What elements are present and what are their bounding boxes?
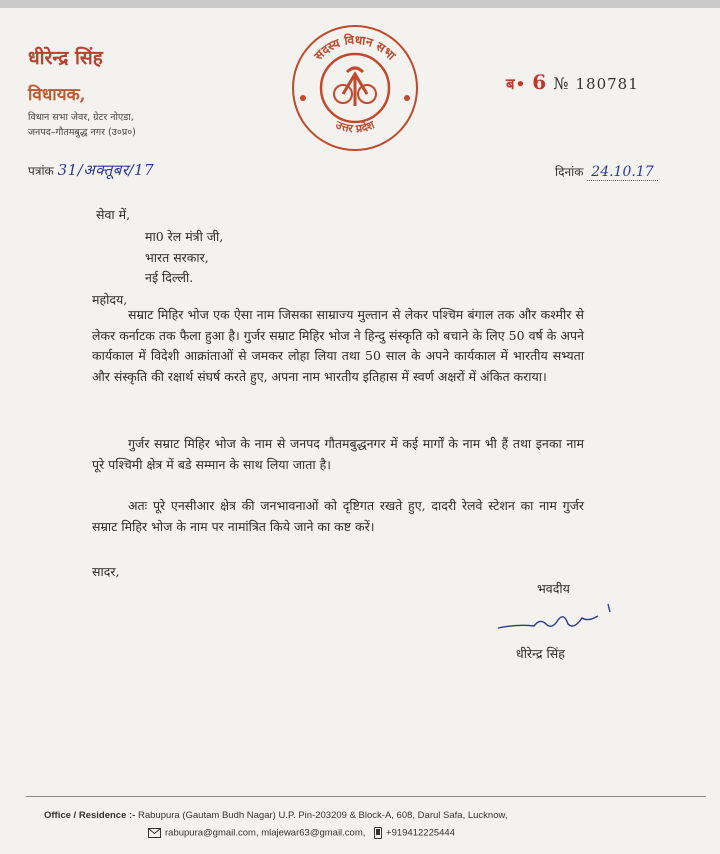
greeting: महोदय,: [92, 292, 128, 307]
body-paragraph-2: गुर्जर सम्राट मिहिर भोज के नाम से जनपद गौतमबुद्धनगर में कई मार्गों के नाम भी हैं तथा इनका नाम पूरे पश्चिमी क्षेत्र में बडे सम्मान के साथ लिया जाता है।: [92, 436, 584, 472]
serial-no-label: №: [553, 74, 570, 93]
footer-emails: rabupura@gmail.com, mlajewar63@gmail.com,: [165, 827, 366, 839]
addressee-line3: नई दिल्ली.: [145, 270, 194, 285]
phone-icon: [374, 827, 382, 839]
body-paragraph-3: अतः पूरे एनसीआर क्षेत्र की जनभावनाओं को दृष्टिगत रखते हुए, दादरी रेलवे स्टेशन का नाम गुर्जर सम्राट मिहिर भोज के नाम पर नामांत्रित किये जाने का कष्ट करें।: [92, 498, 584, 534]
date-value: 24.10.17: [587, 164, 657, 181]
body-paragraph-1: सम्राट मिहिर भोज एक ऐसा नाम जिसका साम्राज्य मुल्तान से लेकर पश्चिम बंगाल तक और कश्मीर से लेकर कर्नाटक तक फैला हुआ है। गुर्जर सम्राट मिहिर भोज ने हिन्दु संस्कृति को बचाने के लिए 50 वर्ष के अपने कार्यकाल में विदेशी आक्रांताओं से जमकर लोहा लिया तथा 50 साल के अपने कार्यकाल में भारतीय सभ्यता और संस्कृति की रक्षार्थ संघर्ष करते हुए, अपना नाम भारतीय इतिहास में स्वर्ण अक्षरों में अंकित कराया।: [92, 307, 584, 384]
reference-value: 31/अक्तूबर/17: [57, 161, 155, 179]
addressee-to: सेवा में,: [96, 207, 131, 222]
footer-label: Office / Residence :-: [44, 810, 136, 821]
sender-role: विधायक,: [28, 85, 86, 105]
sender-name: धीरेन्द्र सिंह: [28, 47, 103, 69]
reference-number: [28, 160, 154, 180]
footer-address: [44, 810, 507, 821]
letter-date: [555, 163, 658, 180]
footer-contacts: [148, 827, 455, 839]
serial-number: [506, 70, 639, 94]
signatory-name: धीरेन्द्र सिंह: [516, 646, 565, 661]
sender-address-line2: जनपद–गौतमबुद्ध नगर (उ०प्र०): [28, 127, 136, 138]
svg-text:सदस्य विधान सभा: [311, 33, 399, 64]
footer-divider: [26, 796, 706, 797]
assembly-seal-logo: [285, 20, 425, 156]
svg-text:उत्तर प्रदेश: [333, 118, 377, 136]
handwritten-signature: [488, 600, 638, 640]
closing-yours: भवदीय: [537, 581, 570, 596]
seal-top-text: सदस्य विधान सभा: [311, 32, 399, 63]
serial-value: 180781: [575, 75, 639, 93]
footer-phone: +919412225444: [386, 827, 455, 839]
closing-regards: सादर,: [92, 564, 120, 579]
footer-address-text: Rabupura (Gautam Budh Nagar) U.P. Pin-203209 & Block-A, 608, Darul Safa, Lucknow,: [137, 810, 508, 821]
date-label: दिनांक: [555, 165, 584, 179]
top-border: [0, 0, 720, 8]
seal-bottom-text: उत्तर प्रदेश: [333, 118, 377, 136]
addressee-line2: भारत सरकार,: [145, 250, 209, 265]
sender-address-line1: विधान सभा जेवर, ग्रेटर नोएडा,: [28, 112, 134, 123]
addressee-line1: मा0 रेल मंत्री जी,: [145, 229, 224, 244]
reference-label: पत्रांक: [28, 164, 54, 178]
serial-number-big: 6: [532, 70, 548, 94]
serial-prefix: ब•: [506, 75, 527, 93]
mail-icon: [148, 828, 161, 838]
